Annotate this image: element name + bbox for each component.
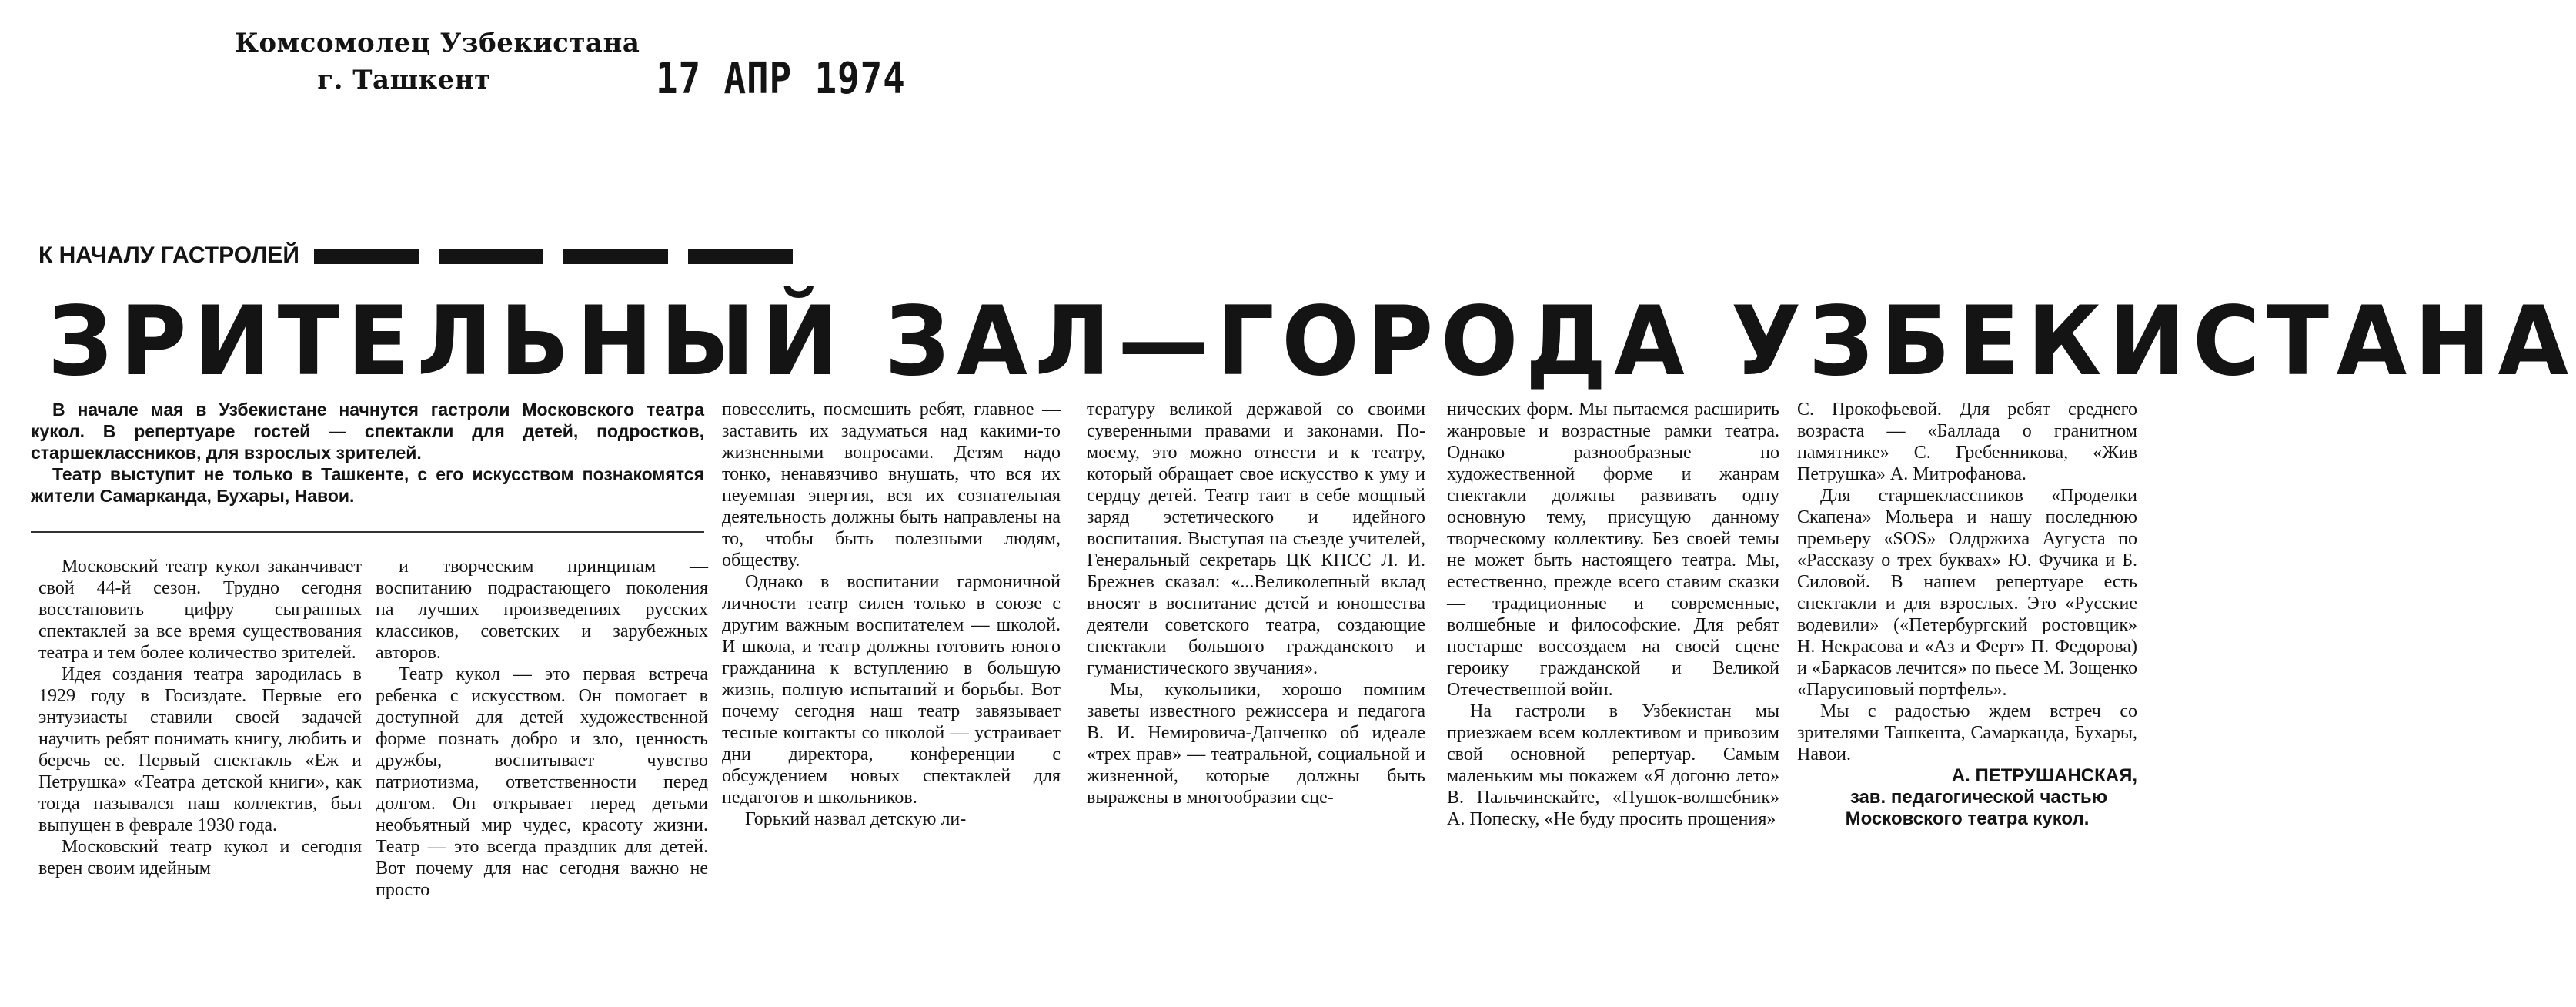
paragraph: Московский театр кукол заканчивает свой 44-й сезон. Трудно сегодня восстановить цифру сыгранных спектаклей за все время существования театра и тем более количество зрителей. xyxy=(38,557,362,663)
paragraph: Московский театр кукол и сегодня верен своим идейным xyxy=(38,837,362,878)
paragraph: Горький назвал детскую ли- xyxy=(745,809,967,829)
rule-segment xyxy=(563,249,668,264)
text-column-3 xyxy=(722,399,1061,830)
newspaper-city: г. Ташкент xyxy=(317,65,491,95)
article-lead xyxy=(31,399,704,507)
paragraph: Для старшеклассников «Проделки Скапена» Мольера и нашу последнюю премьеру «SOS» Олдржиха Аугуста по «Рассказу о трех буквах» Ю. Фучика и Б. Силовой. В нашем репертуаре есть спектакли и для взрослых. Это «Русские водевили» («Петербургский ростовщик» Н. Некрасова и «Аз и Ферт» П. Федорова) и «Баркасов лечится» по пьесе М. Зощенко «Парусиновый портфель». xyxy=(1797,486,2137,700)
paragraph: Театр кукол — это первая встреча ребенка с искусством. Он помогает в доступной для детей художественной форме познать добро и зло, ценность дружбы, воспитывает чувство патриотизма, ответственности перед долгом. Он открывает перед детьми необъятный мир чудес, красоту жизни. Театр — это всегда праздник для детей. Вот почему для нас сегодня важно не просто xyxy=(376,664,708,900)
text-column-4 xyxy=(1087,399,1425,808)
text-column-6 xyxy=(1797,399,2137,830)
paragraph: и творческим принципам — воспитанию подрастающего поколения на лучших произведениях русских классиков, советских и зарубежных авторов. xyxy=(376,557,708,663)
rule-segment xyxy=(688,249,793,264)
text-column-5 xyxy=(1447,399,1779,830)
text-column-2 xyxy=(376,556,708,901)
paragraph: повеселить, посмешить ребят, главное — заставить их задуматься над какими-то жизненными вопросами. Детям надо тонко, ненавязчиво внушать, что вся их неуемная энергия, вся их сознательная деятельность должны быть направлены на то, чтобы быть полезными людям, обществу. xyxy=(722,400,1061,570)
rule-segment xyxy=(314,249,419,264)
rule-segment xyxy=(439,249,543,264)
paragraph: нических форм. Мы пытаемся расширить жанровые и возрастные рамки театра. Однако разнообразные по художественной форме и жанрам спектакли должны развивать одну основную тему, присущую данному творческому коллективу. Без своей темы не может быть настоящего театра. Мы, естественно, прежде всего ставим сказки — традиционные и современные, волшебные и философские. Для ребят постарше воссоздаем на своей сцене героику гражданской и Великой Отечественной войн. xyxy=(1447,400,1779,700)
author-name: А. ПЕТРУШАНСКАЯ, xyxy=(1951,765,2137,786)
rubric-label: К НАЧАЛУ ГАСТРОЛЕЙ xyxy=(38,243,299,268)
lead-paragraph: Театр выступит не только в Ташкенте, с его искусством познакомятся жители Самарканда, Бухары, Навои. xyxy=(31,464,704,506)
article-headline: ЗРИТЕЛЬНЫЙ ЗАЛ—ГОРОДА УЗБЕКИСТАНА xyxy=(48,286,2576,397)
rubric-rule xyxy=(314,249,793,264)
lead-separator xyxy=(31,531,704,533)
paragraph: С. Прокофьевой. Для ребят среднего возраста — «Баллада о гранитном памятнике» С. Гребенникова, «Жив Петрушка» А. Митрофанова. xyxy=(1797,400,2137,484)
newspaper-name: Комсомолец Узбекистана xyxy=(235,28,640,59)
paragraph: Мы, кукольники, хорошо помним заветы известного режиссера и педагога В. И. Немировича-Данченко об идеале «трех прав» — театральной, социальной и жизненной, которые должны быть выражены в многообразии сце- xyxy=(1087,680,1425,808)
date-stamp: 17 АПР 1974 xyxy=(656,54,906,104)
paragraph: На гастроли в Узбекистан мы приезжаем всем коллективом и привозим свой основной репертуар. Самым маленьким мы покажем «Я догоню лето» В. Пальчинскайте, «Пушок-волшебник» А. Попеску, «Не буду просить прощения» xyxy=(1447,701,1779,829)
text-column-1 xyxy=(38,556,362,879)
paragraph: Идея создания театра зародилась в 1929 году в Госиздате. Первые его энтузиасты ставили своей задачей научить ребят понимать книгу, любить и беречь ее. Первый спектакль «Еж и Петрушка» «Театра детской книги», как тогда назывался наш коллектив, был выпущен в феврале 1930 года. xyxy=(38,664,362,835)
paragraph: тературу великой державой со своими суверенными правами и законами. По-моему, это можно отнести и к театру, который обращает свое искусство к уму и сердцу детей. Театр таит в себе мощный заряд эстетического и идейного воспитания. Выступая на съезде учителей, Генеральный секретарь ЦК КПСС Л. И. Брежнев сказал: «...Великолепный вклад вносят в воспитание детей и юношества деятели советского театра, создающие спектакли большого гражданского и гуманистического звучания». xyxy=(1087,400,1425,678)
lead-paragraph: В начале мая в Узбекистане начнутся гастроли Московского театра кукол. В репертуаре гостей — спектакли для детей, подростков, старшеклассников, для взрослых зрителей. xyxy=(31,400,704,463)
paragraph: Мы с радостью ждем встреч со зрителями Ташкента, Самарканда, Бухары, Навои. xyxy=(1797,701,2137,764)
paragraph: Однако в воспитании гармоничной личности театр силен только в союзе с другим важным воспитателем — школой. И школа, и театр должны готовить юного гражданина к вступлению в большую жизнь, полную испытаний и борьбы. Вот почему сегодня наш театр завязывает тесные контакты со школой — устраивает дни директора, конференции с обсуждением новых спектаклей для педагогов и школьников. xyxy=(722,572,1061,808)
newspaper-stamp xyxy=(235,25,640,99)
author-title: зав. педагогической частью Московского театра кукол. xyxy=(1845,787,2108,829)
